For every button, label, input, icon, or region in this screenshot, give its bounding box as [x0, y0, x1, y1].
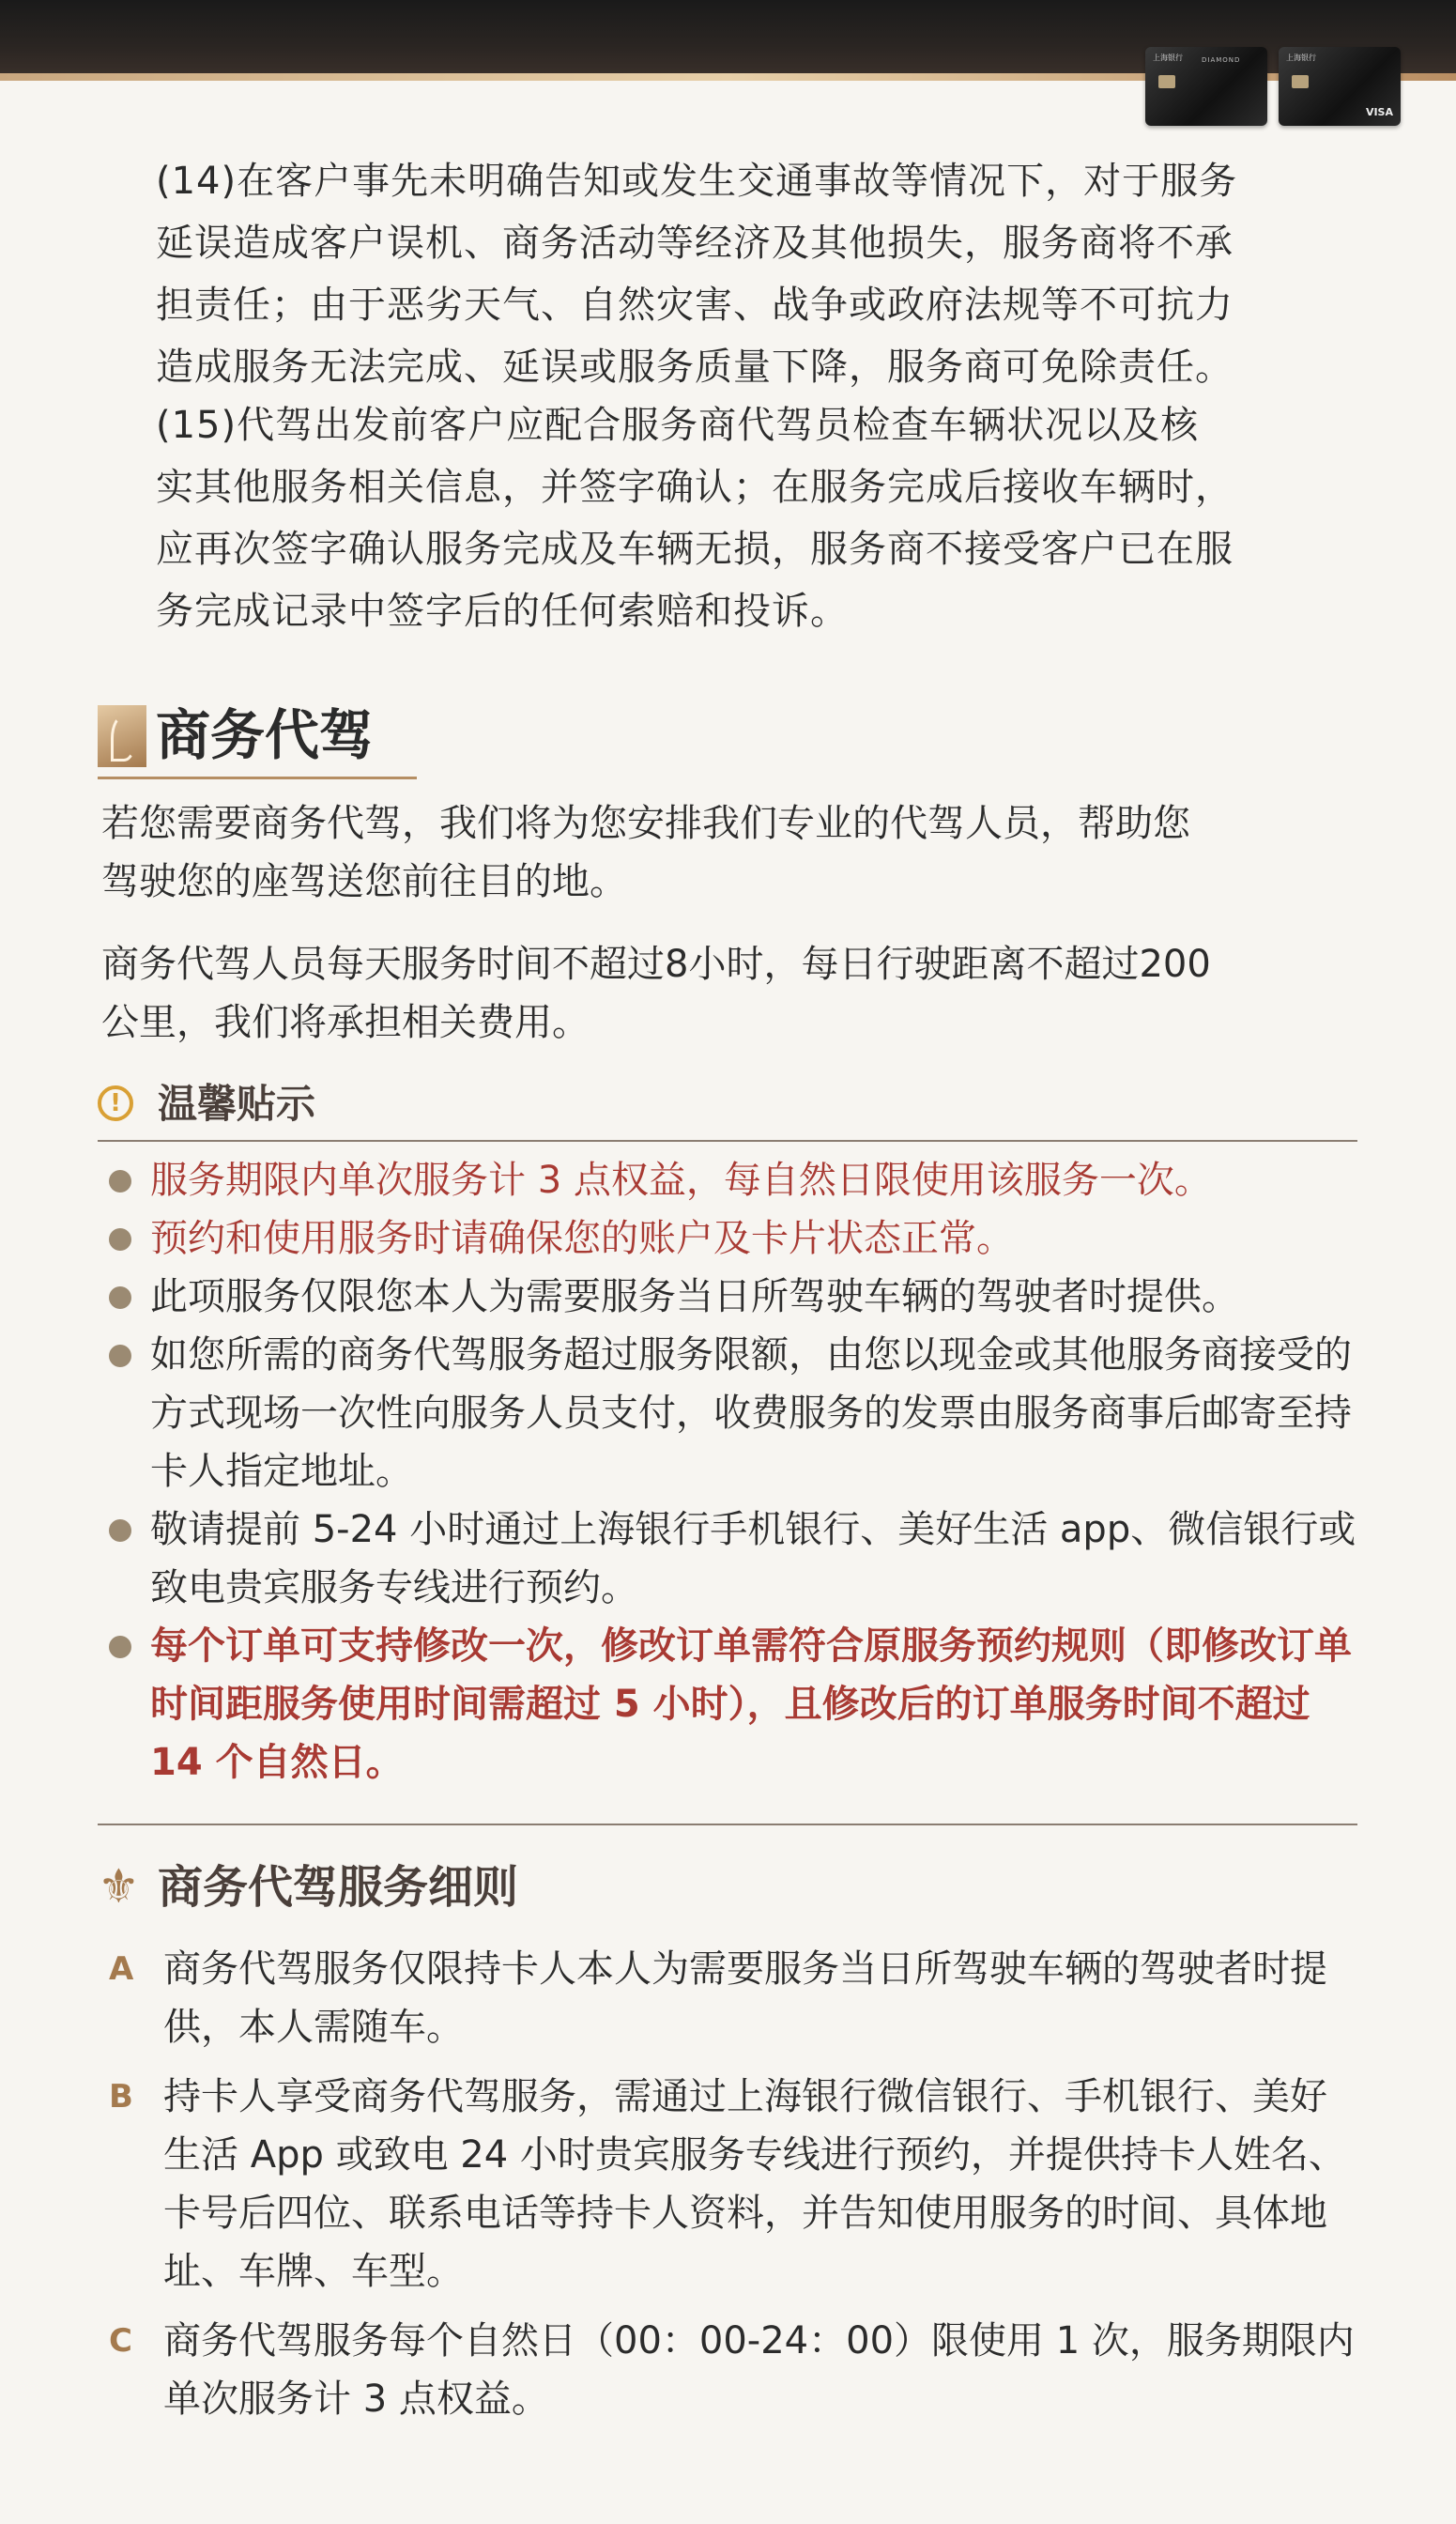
tip-text: 每个订单可支持修改一次，修改订单需符合原服务预约规则（即修改订单时间距服务使用时间需超过 5 小时），且修改后的订单服务时间不超过 14 个自然日。	[150, 1624, 1352, 1784]
term-line: 务完成记录中签字后的任何索赔和投诉。	[156, 590, 849, 633]
list-item	[105, 1209, 1363, 1268]
rules-heading	[98, 1855, 755, 1920]
credit-card-diamond	[1145, 47, 1267, 126]
intro-paragraph-1	[101, 794, 1369, 911]
card-chip-icon	[1292, 75, 1309, 88]
divider-top	[98, 1140, 1357, 1142]
list-item	[105, 1151, 1363, 1209]
fleur-de-lis-icon: ⚜	[98, 1859, 140, 1914]
tip-text: 服务期限内单次服务计 3 点权益，每自然日限使用该服务一次。	[150, 1159, 1212, 1202]
term-item-14	[156, 150, 1367, 398]
bullet-dot-icon	[109, 1170, 131, 1193]
section-logo-icon	[98, 705, 146, 767]
tips-list	[105, 1151, 1363, 1792]
bullet-dot-icon	[109, 1345, 131, 1367]
bullet-dot-icon	[109, 1228, 131, 1251]
rule-text: 持卡人享受商务代驾服务，需通过上海银行微信银行、手机银行、美好生活 App 或致电 24 小时贵宾服务专线进行预约，并提供持卡人姓名、卡号后四位、联系电话等持卡人资料，并告知使用服务的时间、具体地址、车牌、车型。	[163, 2075, 1346, 2293]
exclamation-icon: !	[98, 1085, 133, 1121]
rule-letter-a: A	[109, 1950, 134, 1988]
section-title: 商务代驾	[156, 703, 375, 767]
term-item-15	[156, 394, 1367, 642]
intro-line: 驾驶您的座驾送您前往目的地。	[101, 860, 627, 903]
term-line: 应再次签字确认服务完成及车辆无损，服务商不接受客户已在服	[156, 528, 1234, 571]
bullet-dot-icon	[109, 1519, 131, 1542]
intro-line: 商务代驾人员每天服务时间不超过8小时，每日行驶距离不超过200	[101, 943, 1211, 986]
visa-logo: VISA	[1365, 106, 1393, 118]
intro-paragraph-2	[101, 935, 1369, 1052]
rules-list	[109, 1940, 1363, 2439]
bullet-dot-icon	[109, 1286, 131, 1309]
intro-line: 若您需要商务代驾，我们将为您安排我们专业的代驾人员，帮助您	[101, 802, 1190, 845]
tip-text: 如您所需的商务代驾服务超过服务限额，由您以现金或其他服务商接受的方式现场一次性向服务人员支付，收费服务的发票由服务商事后邮寄至持卡人指定地址。	[150, 1333, 1352, 1493]
rule-text: 商务代驾服务仅限持卡人本人为需要服务当日所驾驶车辆的驾驶者时提供，本人需随车。	[163, 1947, 1327, 2049]
rule-letter-b: B	[109, 2078, 133, 2116]
list-item	[109, 1940, 1363, 2056]
card-chip-icon	[1158, 75, 1175, 88]
list-item	[105, 1617, 1363, 1792]
term-line: 延误造成客户误机、商务活动等经济及其他损失，服务商将不承	[156, 222, 1234, 265]
rule-text: 商务代驾服务每个自然日（00：00-24：00）限使用 1 次，服务期限内单次服务计 3 点权益。	[163, 2319, 1355, 2421]
intro-line: 公里，我们将承担相关费用。	[101, 1001, 590, 1044]
divider-bottom	[98, 1824, 1357, 1825]
list-item	[109, 2312, 1363, 2428]
term-line: (14)在客户事先未明确告知或发生交通事故等情况下，对于服务	[156, 160, 1238, 203]
list-item	[109, 2068, 1363, 2301]
tip-text: 敬请提前 5-24 小时通过上海银行手机银行、美好生活 app、微信银行或致电贵宾服务专线进行预约。	[150, 1508, 1356, 1609]
card-brand: DIAMOND	[1202, 56, 1241, 64]
section-heading	[98, 700, 417, 779]
tip-text: 此项服务仅限您本人为需要服务当日所驾驶车辆的驾驶者时提供。	[150, 1275, 1239, 1318]
card-bank-name: 上海银行	[1286, 54, 1316, 62]
card-bank-name: 上海银行	[1153, 54, 1183, 62]
tip-text: 预约和使用服务时请确保您的账户及卡片状态正常。	[150, 1217, 1014, 1260]
rules-title: 商务代驾服务细则	[158, 1861, 519, 1914]
tips-title: 温馨贴示	[158, 1081, 316, 1127]
term-line: (15)代驾出发前客户应配合服务商代驾员检查车辆状况以及核	[156, 404, 1200, 447]
term-line: 担责任；由于恶劣天气、自然灾害、战争或政府法规等不可抗力	[156, 284, 1234, 327]
rule-letter-c: C	[109, 2322, 132, 2360]
credit-card-visa	[1279, 47, 1401, 126]
term-line: 造成服务无法完成、延误或服务质量下降，服务商可免除责任。	[156, 346, 1234, 389]
list-item	[105, 1501, 1363, 1617]
list-item	[105, 1268, 1363, 1326]
bullet-dot-icon	[109, 1636, 131, 1658]
list-item	[105, 1326, 1363, 1501]
term-line: 实其他服务相关信息，并签字确认；在服务完成后接收车辆时，	[156, 466, 1234, 509]
